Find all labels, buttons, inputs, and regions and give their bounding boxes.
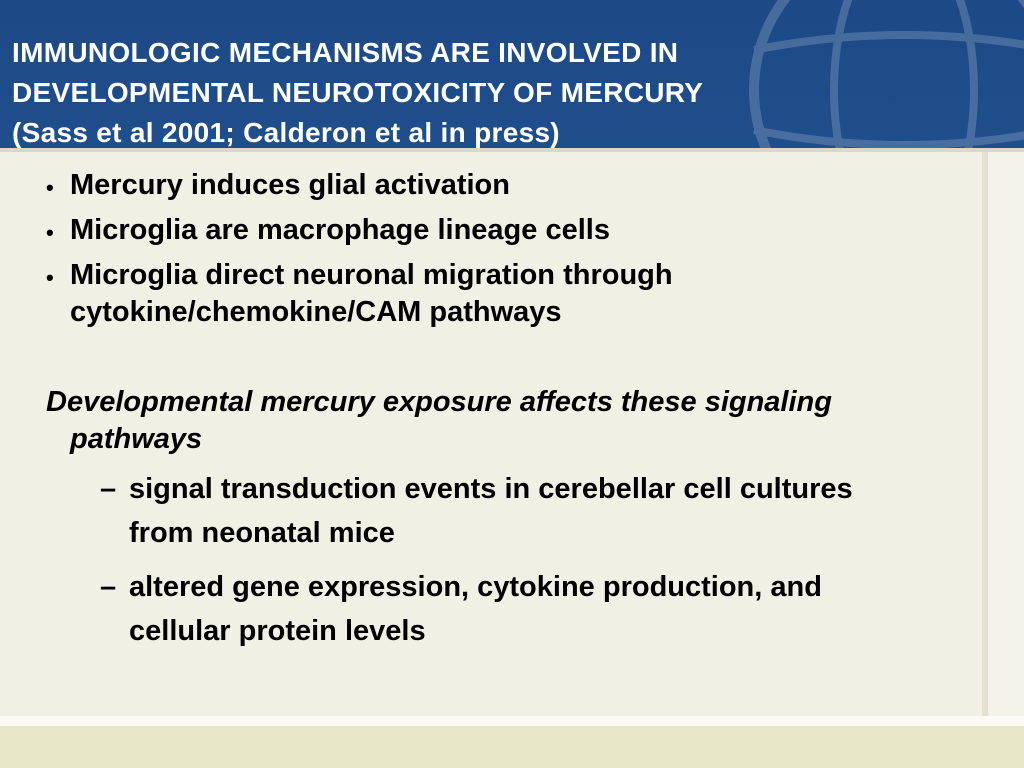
right-decorative-stripe (982, 152, 988, 716)
sub-item-text-line-2: from neonatal mice (129, 517, 395, 549)
sub-item-text-line-2: cellular protein levels (129, 615, 426, 647)
italic-heading-line-1: Developmental mercury exposure affects these signaling (46, 386, 832, 418)
bullet-marker: • (46, 265, 54, 290)
title-banner (0, 0, 1024, 150)
italic-heading-line-2: pathways (70, 423, 203, 455)
title-line-2: DEVELOPMENTAL NEUROTOXICITY OF MERCURY (12, 77, 704, 108)
bullet-marker: • (46, 220, 54, 245)
title-line-3-citation: (Sass et al 2001; Calderon et al in press) (12, 117, 560, 148)
sub-item-text-line-1: signal transduction events in cerebellar cell cultures (129, 473, 853, 505)
footer-divider (0, 716, 1024, 726)
slide-title (12, 33, 703, 150)
bullet-marker: • (46, 175, 54, 200)
title-line-1: IMMUNOLOGIC MECHANISMS ARE INVOLVED IN (12, 37, 679, 68)
bullet-text: Microglia are macrophage lineage cells (70, 214, 610, 246)
italic-heading (46, 384, 832, 458)
sub-item-marker: – (100, 473, 117, 505)
bullet-text: Mercury induces glial activation (70, 169, 510, 201)
right-decorative-panel (990, 152, 1024, 716)
sub-item-marker: – (100, 571, 117, 603)
footer-band (0, 726, 1024, 768)
bullet-text-line-2: cytokine/chemokine/CAM pathways (70, 296, 562, 328)
sub-item-text-line-1: altered gene expression, cytokine production, and (129, 571, 822, 603)
header-divider (0, 148, 1024, 152)
bullet-text-line-1: Microglia direct neuronal migration through (70, 259, 673, 291)
